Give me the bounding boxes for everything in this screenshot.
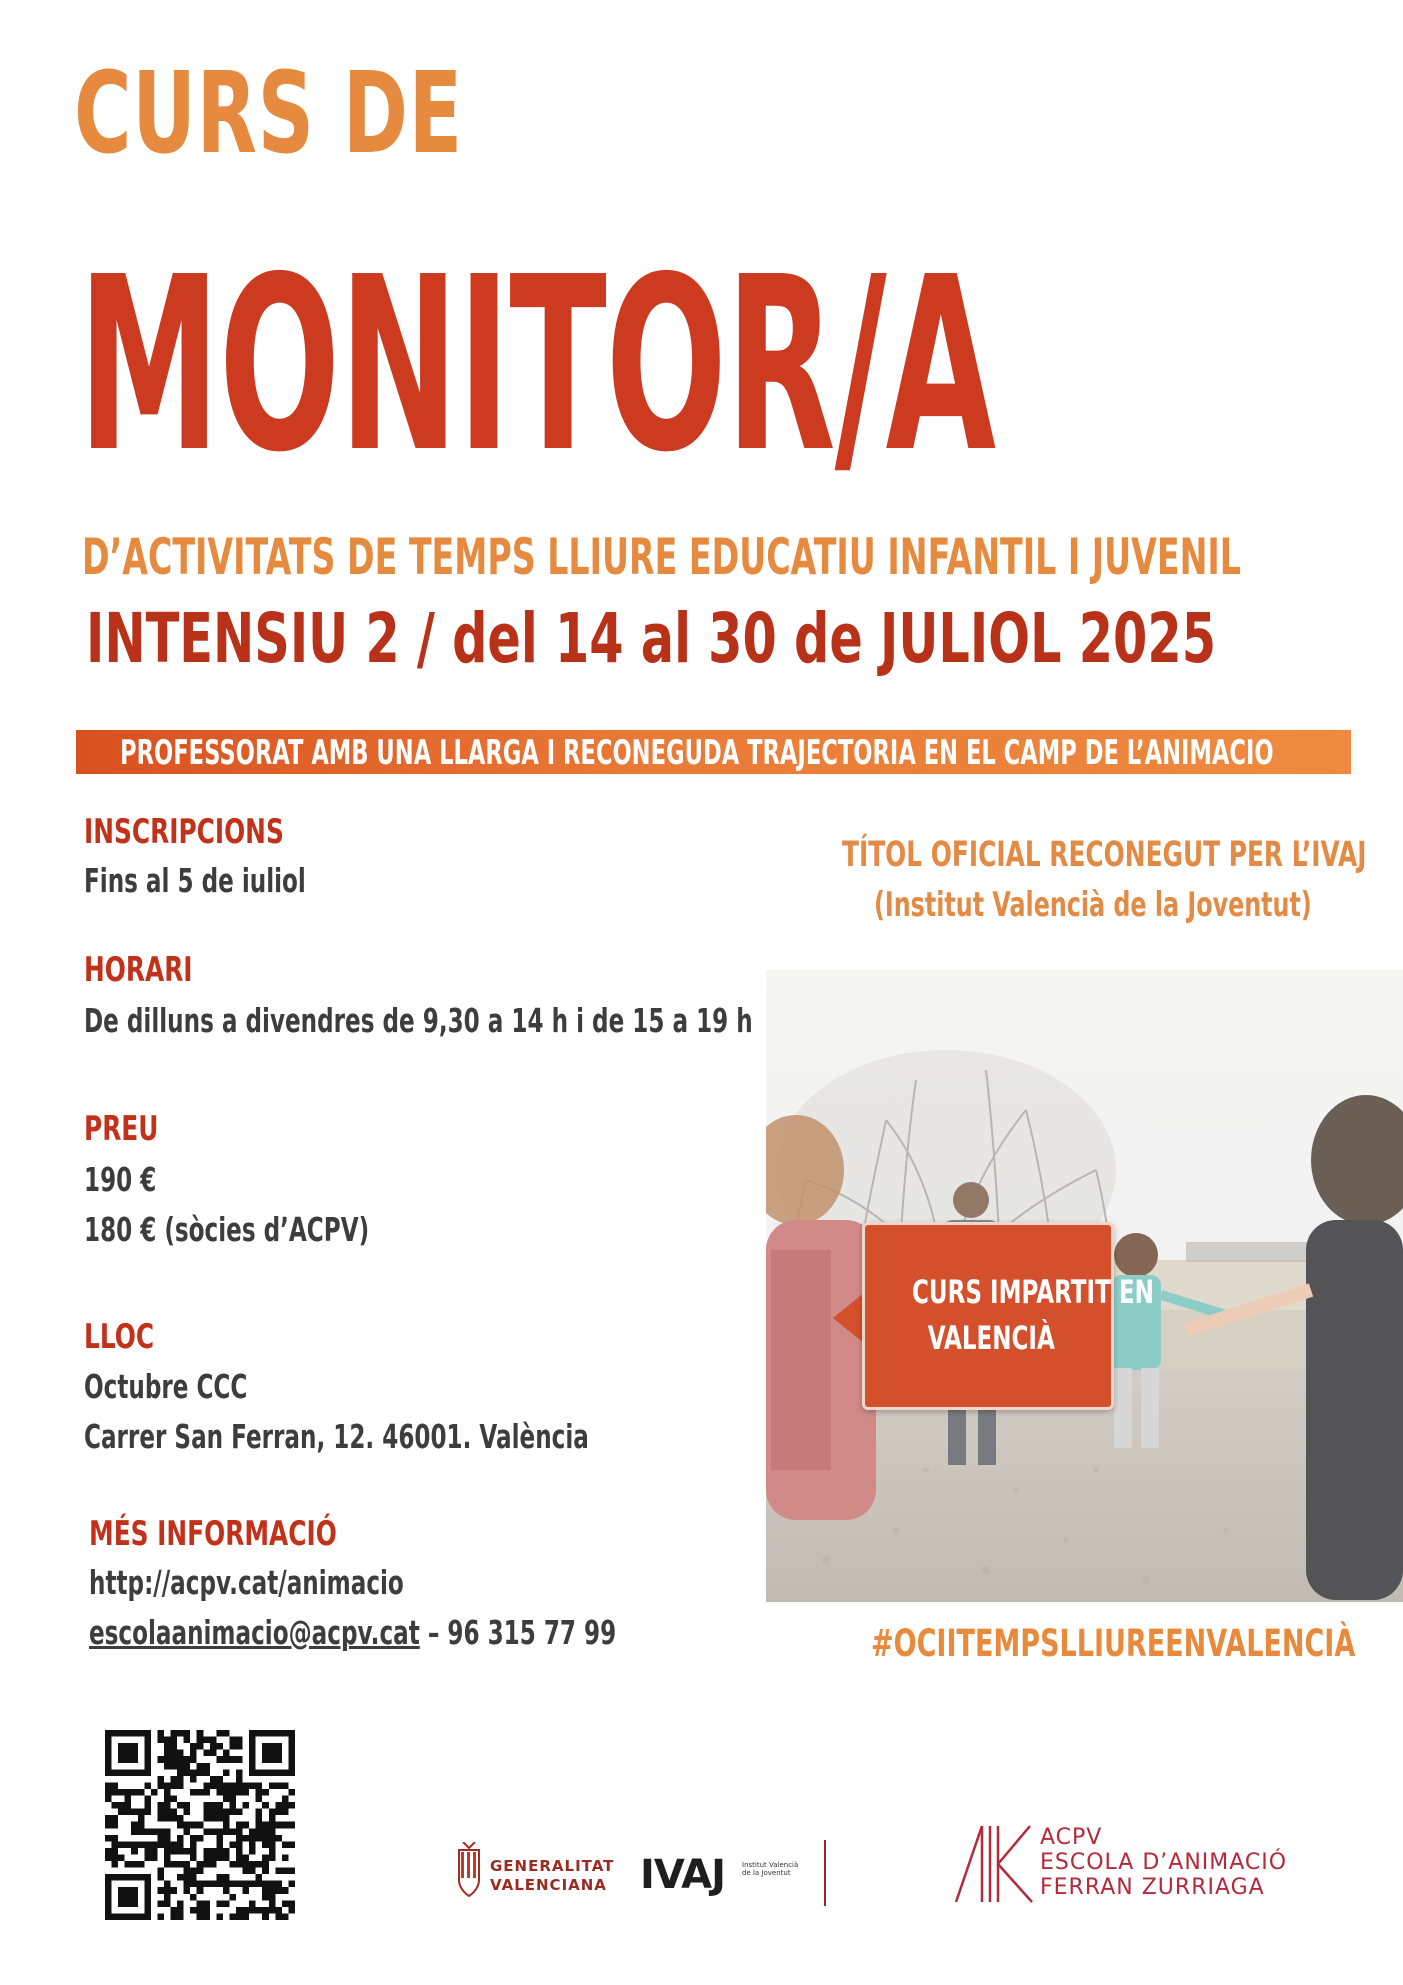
gv-line1: GENERALITAT	[490, 1857, 615, 1875]
info-url-link[interactable]: http://acpv.cat/animacio	[89, 1563, 404, 1602]
phone-number: – 96 315 77 99	[419, 1613, 617, 1652]
lloc-line1: Octubre CCC	[84, 1367, 248, 1406]
callout-line1: CURS IMPARTIT EN	[912, 1273, 1154, 1311]
ivaj-sub-line1: Institut Valencià	[742, 1861, 799, 1869]
inscripcions-heading: INSCRIPCIONS	[84, 812, 284, 852]
ivaj-sub-line2: de la Joventut	[742, 1869, 791, 1877]
info-heading: MÉS INFORMACIÓ	[89, 1514, 337, 1554]
info-contact-line	[89, 1613, 617, 1652]
preu-line1: 190 €	[84, 1160, 157, 1199]
banner-text: PROFESSORAT AMB UNA LLARGA I RECONEGUDA TRAJECTORIA EN EL CAMP DE L’ANIMACIO	[120, 733, 1274, 773]
hashtag: #OCIITEMPSLLIUREENVALENCIÀ	[871, 1622, 1356, 1665]
lloc-heading: LLOC	[84, 1317, 155, 1357]
acpv-logo-text	[1040, 1825, 1287, 1900]
acpv-line2: ESCOLA D’ANIMACIÓ	[1040, 1850, 1288, 1875]
acpv-line1: ACPV	[1040, 1825, 1103, 1850]
generalitat-crest-icon	[455, 1842, 483, 1908]
acpv-mark-icon	[952, 1816, 1036, 1910]
ivaj-logo: IVAJ	[640, 1852, 725, 1898]
preu-heading: PREU	[84, 1109, 159, 1149]
language-callout	[862, 1222, 1154, 1410]
official-title-line1: TÍTOL OFICIAL RECONEGUT PER L’IVAJ	[842, 835, 1367, 875]
email-link[interactable]: escolaanimacio@acpv.cat	[89, 1613, 420, 1652]
qr-code-icon[interactable]	[105, 1730, 295, 1920]
faculty-banner	[76, 730, 1351, 774]
callout-line2: VALENCIÀ	[927, 1319, 1055, 1357]
preu-line2: 180 € (sòcies d’ACPV)	[84, 1210, 370, 1249]
generalitat-valenciana-logo	[490, 1857, 614, 1895]
ivaj-subtitle	[742, 1861, 798, 1877]
course-dates: INTENSIU 2 / del 14 al 30 de JULIOL 2025	[86, 599, 1217, 679]
gv-line2: VALENCIANA	[490, 1876, 607, 1894]
horari-text: De dilluns a divendres de 9,30 a 14 h i de 15 a 19 h	[84, 1001, 753, 1040]
inscripcions-text: Fins al 5 de iuliol	[84, 861, 306, 900]
horari-heading: HORARI	[84, 950, 193, 990]
acpv-line3: FERRAN ZURRIAGA	[1040, 1875, 1265, 1900]
logo-divider	[824, 1840, 826, 1906]
official-title-line2: (Institut Valencià de la Joventut)	[874, 885, 1312, 925]
callout-pointer	[833, 1292, 865, 1344]
title-monitor: MONITOR/A	[78, 225, 995, 505]
title-curs-de: CURS DE	[74, 49, 463, 179]
subtitle: D’ACTIVITATS DE TEMPS LLIURE EDUCATIU INFANTIL I JUVENIL	[82, 528, 1242, 586]
lloc-line2: Carrer San Ferran, 12. 46001. València	[84, 1417, 589, 1456]
